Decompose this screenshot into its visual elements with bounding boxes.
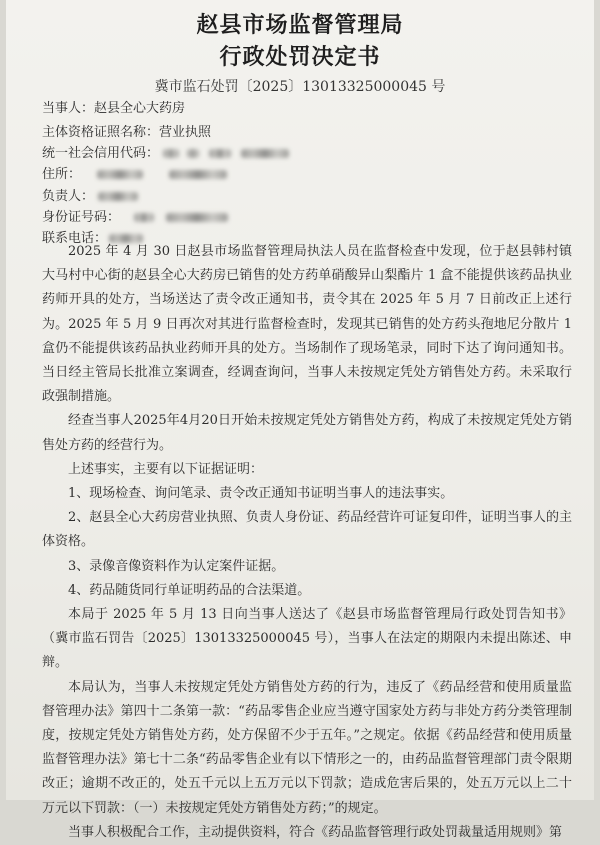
qualification-text: 主体资格证照名称：营业执照 — [42, 125, 212, 140]
document-title: 行政处罚决定书 — [219, 44, 381, 70]
redacted-value — [163, 149, 179, 158]
id-number-field — [42, 209, 228, 227]
issuer-title: 赵县市场监督管理局 — [196, 12, 404, 38]
id-number-label: 身份证号码： — [42, 210, 121, 225]
credit-code-field — [42, 145, 289, 163]
responsible-label: 负责人： — [42, 189, 95, 204]
paragraph: 2、赵县全心大药房营业执照、负责人身份证、药品经营许可证复印件，证明当事人的主体资格。 — [42, 510, 572, 550]
redacted-value — [187, 149, 199, 158]
redacted-value — [209, 149, 231, 158]
credit-code-label: 统一社会信用代码： — [42, 146, 160, 161]
redacted-value — [166, 213, 228, 222]
paragraph: 经查当事人2025年4月20日开始未按规定凭处方销售处方药，构成了未按规定凭处方销售处方药的经营行为。 — [42, 413, 572, 453]
redacted-value — [169, 170, 227, 179]
paragraph: 本局认为，当事人未按规定凭处方销售处方药的行为，违反了《药品经营和使用质量监督管理办法》第四十二条第一款：“药品零售企业应当遵守国家处方药与非处方药分类管理制度，按规定凭处方销售处方药，处方保留不少于五年。”之规定。依据《药品经营和使用质量监督管理办法》第七十二条“药品零售企业有以下情形之一的，由药品监督管理部门责令限期改正；逾期不改正的，处五千元以上五万元以下罚款；造成危害后果的，处五万元以上二十万元以下罚款：（一）未按规定凭处方销售处方药；”的规定。 — [42, 679, 572, 816]
paragraph: 当事人积极配合工作，主动提供资料，符合《药品监督管理行政处罚裁量适用规则》第 — [68, 824, 563, 840]
phone-label: 联系电话： — [42, 231, 108, 246]
paragraph: 3、录像音像资料作为认定案件证据。 — [68, 558, 285, 574]
party-text: 当事人：赵县全心大药房 — [42, 101, 186, 116]
paragraph: 2025 年 4 月 30 日赵县市场监督管理局执法人员在监督检查中发现，位于赵县韩村镇大马村中心街的赵县全心大药房已销售的处方药单硝酸异山梨酯片 1 盒不能提供该药品执业药师开具的处方，当场送达了责令改正通知书，责令其在 2025 年 5 月 7 日前改正上述行为。2025 年 5 月 9 日再次对其进行监督检查时，发现其已销售的处方药头孢地尼分散片 1 盒仍不能提供该药品执业药师开具的处方。当场制作了现场笔录，同时下达了询问通知书。当日经主管局长批准立案调查，经调查询问，当事人未按规定凭处方销售处方药。未采取行政强制措施。 — [42, 244, 572, 405]
document-body — [42, 240, 572, 845]
document-number: 冀市监石处罚〔2025〕13013325000045 号 — [154, 79, 446, 95]
paragraph: 1、现场检查、询问笔录、责令改正通知书证明当事人的违法事实。 — [68, 486, 454, 502]
document-page — [6, 0, 594, 840]
responsible-field — [42, 188, 138, 206]
redacted-value — [241, 149, 289, 158]
redacted-value — [134, 213, 154, 222]
party-field — [42, 100, 185, 118]
paragraph: 4、药品随货同行单证明药品的合法渠道。 — [68, 582, 311, 598]
paragraph: 本局于 2025 年 5 月 13 日向当事人送达了《赵县市场监督管理局行政处罚告知书》（冀市监石罚告〔2025〕13013325000045 号），当事人在法定的期限内未提出陈述、申辩。 — [42, 607, 572, 671]
address-field — [42, 166, 227, 184]
redacted-value — [98, 192, 138, 201]
paragraph: 上述事实，主要有以下证据证明： — [68, 461, 264, 477]
qualification-field — [42, 124, 211, 142]
redacted-value — [97, 170, 143, 179]
address-label: 住所： — [42, 167, 82, 182]
